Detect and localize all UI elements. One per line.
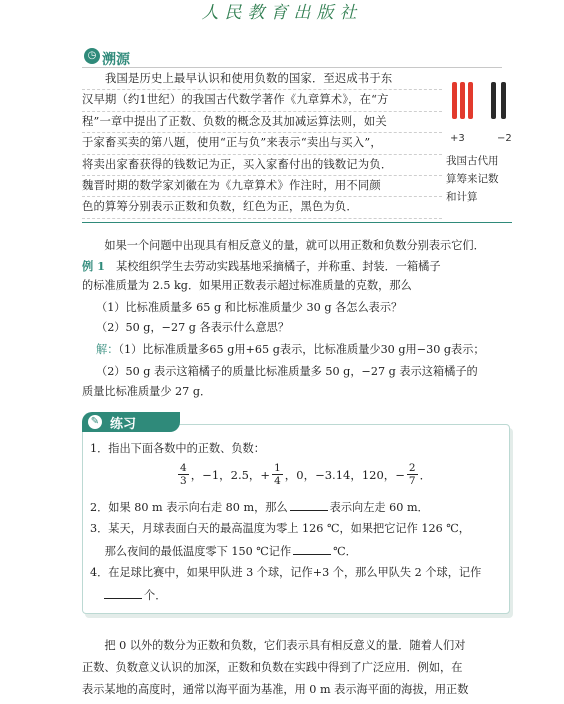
practice-question-3-cont: 那么夜间的最低温度零下 150 ℃记作 ℃． xyxy=(90,542,357,561)
history-line: 于家畜买卖的第八题，使用“正与负”来表示“卖出与买入”， xyxy=(82,133,442,154)
fraction: $\frac{1}{4}$ xyxy=(274,462,281,487)
solution-line-3: 质量比标准质量少 27 g． xyxy=(82,385,212,398)
red-rod xyxy=(460,82,465,119)
number-list: $\frac{4}{3}$ ，−1，2.5，+ $\frac{1}{4}$ ，0，−3.14，120，− $\frac{2}{7}$ ． xyxy=(180,462,432,487)
red-rod xyxy=(468,82,473,119)
section-divider xyxy=(82,222,512,223)
example-question-2: （2）50 g，−27 g 各表示什么意思？ xyxy=(96,321,290,334)
rods-caption: 我国古代用 算筹来记数 和计算 xyxy=(446,155,499,203)
black-rod xyxy=(491,82,496,119)
history-line: 色的算筹分别表示正数和负数，红色为正，黑色为负． xyxy=(82,197,442,218)
solution-line-2: （2）50 g 表示这箱橘子的质量比标准质量多 50 g，−27 g 表示这箱橘子的 xyxy=(96,365,478,378)
fraction: $\frac{4}{3}$ xyxy=(180,462,187,487)
fraction: $\frac{2}{7}$ xyxy=(408,462,416,487)
solution-label: 解： xyxy=(96,343,119,356)
publisher-name: 人民教育出版社 xyxy=(201,3,363,23)
history-icon: ◷ xyxy=(84,48,100,64)
positive-rod-label: +3 xyxy=(450,133,465,144)
answer-blank[interactable] xyxy=(104,586,142,599)
red-rod xyxy=(452,82,457,119)
footer-line: 正数、负数意义认识的加深，正数和负数在实践中得到了广泛应用．例如，在 xyxy=(82,661,463,674)
footer-line: 表示某地的高度时，通常以海平面为基准，用 0 m 表示海平面的海拔，用正数 xyxy=(82,683,469,696)
example-line-2: 的标准质量为 2.5 kg．如果用正数表示超过标准质量的克数，那么 xyxy=(82,279,412,292)
intro-paragraph: 如果一个问题中出现具有相反意义的量，就可以用正数和负数分别表示它们． xyxy=(82,239,485,252)
solution-line-1: 解：（1）比标准质量多65 g用+65 g表示，比标准质量少30 g用−30 g表示； xyxy=(96,343,485,356)
example-question-1: （1）比标准质量多 65 g 和比标准质量少 30 g 各怎么表示？ xyxy=(96,301,403,314)
publisher-header xyxy=(0,0,564,28)
black-rod xyxy=(501,82,506,119)
practice-question-1: 1．指出下面各数中的正数、负数： xyxy=(90,442,265,455)
practice-question-4: 4．在足球比赛中，如果甲队进 3 个球，记作+3 个，那么甲队失 2 个球，记作 xyxy=(90,566,482,579)
footer-line: 把 0 以外的数分为正数和负数，它们表示具有相反意义的量．随着人们对 xyxy=(82,639,466,652)
negative-rod-label: −2 xyxy=(497,133,512,144)
practice-question-2: 2．如果 80 m 表示向右走 80 m，那么 表示向左走 60 m． xyxy=(90,498,429,517)
practice-tag: ✎ 练习 xyxy=(82,412,180,432)
practice-question-4-cont: 个． xyxy=(102,586,166,605)
history-line: 汉早期（约1世纪）的我国古代数学著作《九章算术》，在“方 xyxy=(82,90,442,111)
answer-blank[interactable] xyxy=(290,498,328,511)
history-line: 将卖出家畜获得的钱数记为正，买入家畜付出的钱数记为负． xyxy=(82,155,442,176)
history-line: 程”一章中提出了正数、负数的概念及其加减运算法则，如关 xyxy=(82,112,442,133)
example-label: 例 1 xyxy=(82,259,105,273)
history-line: 魏晋时期的数学家刘徽在为《九章算术》作注时，用不同颜 xyxy=(82,176,442,197)
history-text xyxy=(82,69,442,219)
history-line: 我国是历史上最早认识和使用负数的国家．至迟成书于东 xyxy=(82,69,442,90)
answer-blank[interactable] xyxy=(293,542,331,555)
practice-question-3: 3．某天，月球表面白天的最高温度为零上 126 ℃，如果把它记作 126 ℃， xyxy=(90,522,470,535)
pencil-icon: ✎ xyxy=(88,415,102,429)
example-line-1: 例 1 某校组织学生去劳动实践基地采摘橘子，并称重、封装．一箱橘子 xyxy=(82,259,441,273)
history-section-title: 溯源 xyxy=(82,49,502,68)
